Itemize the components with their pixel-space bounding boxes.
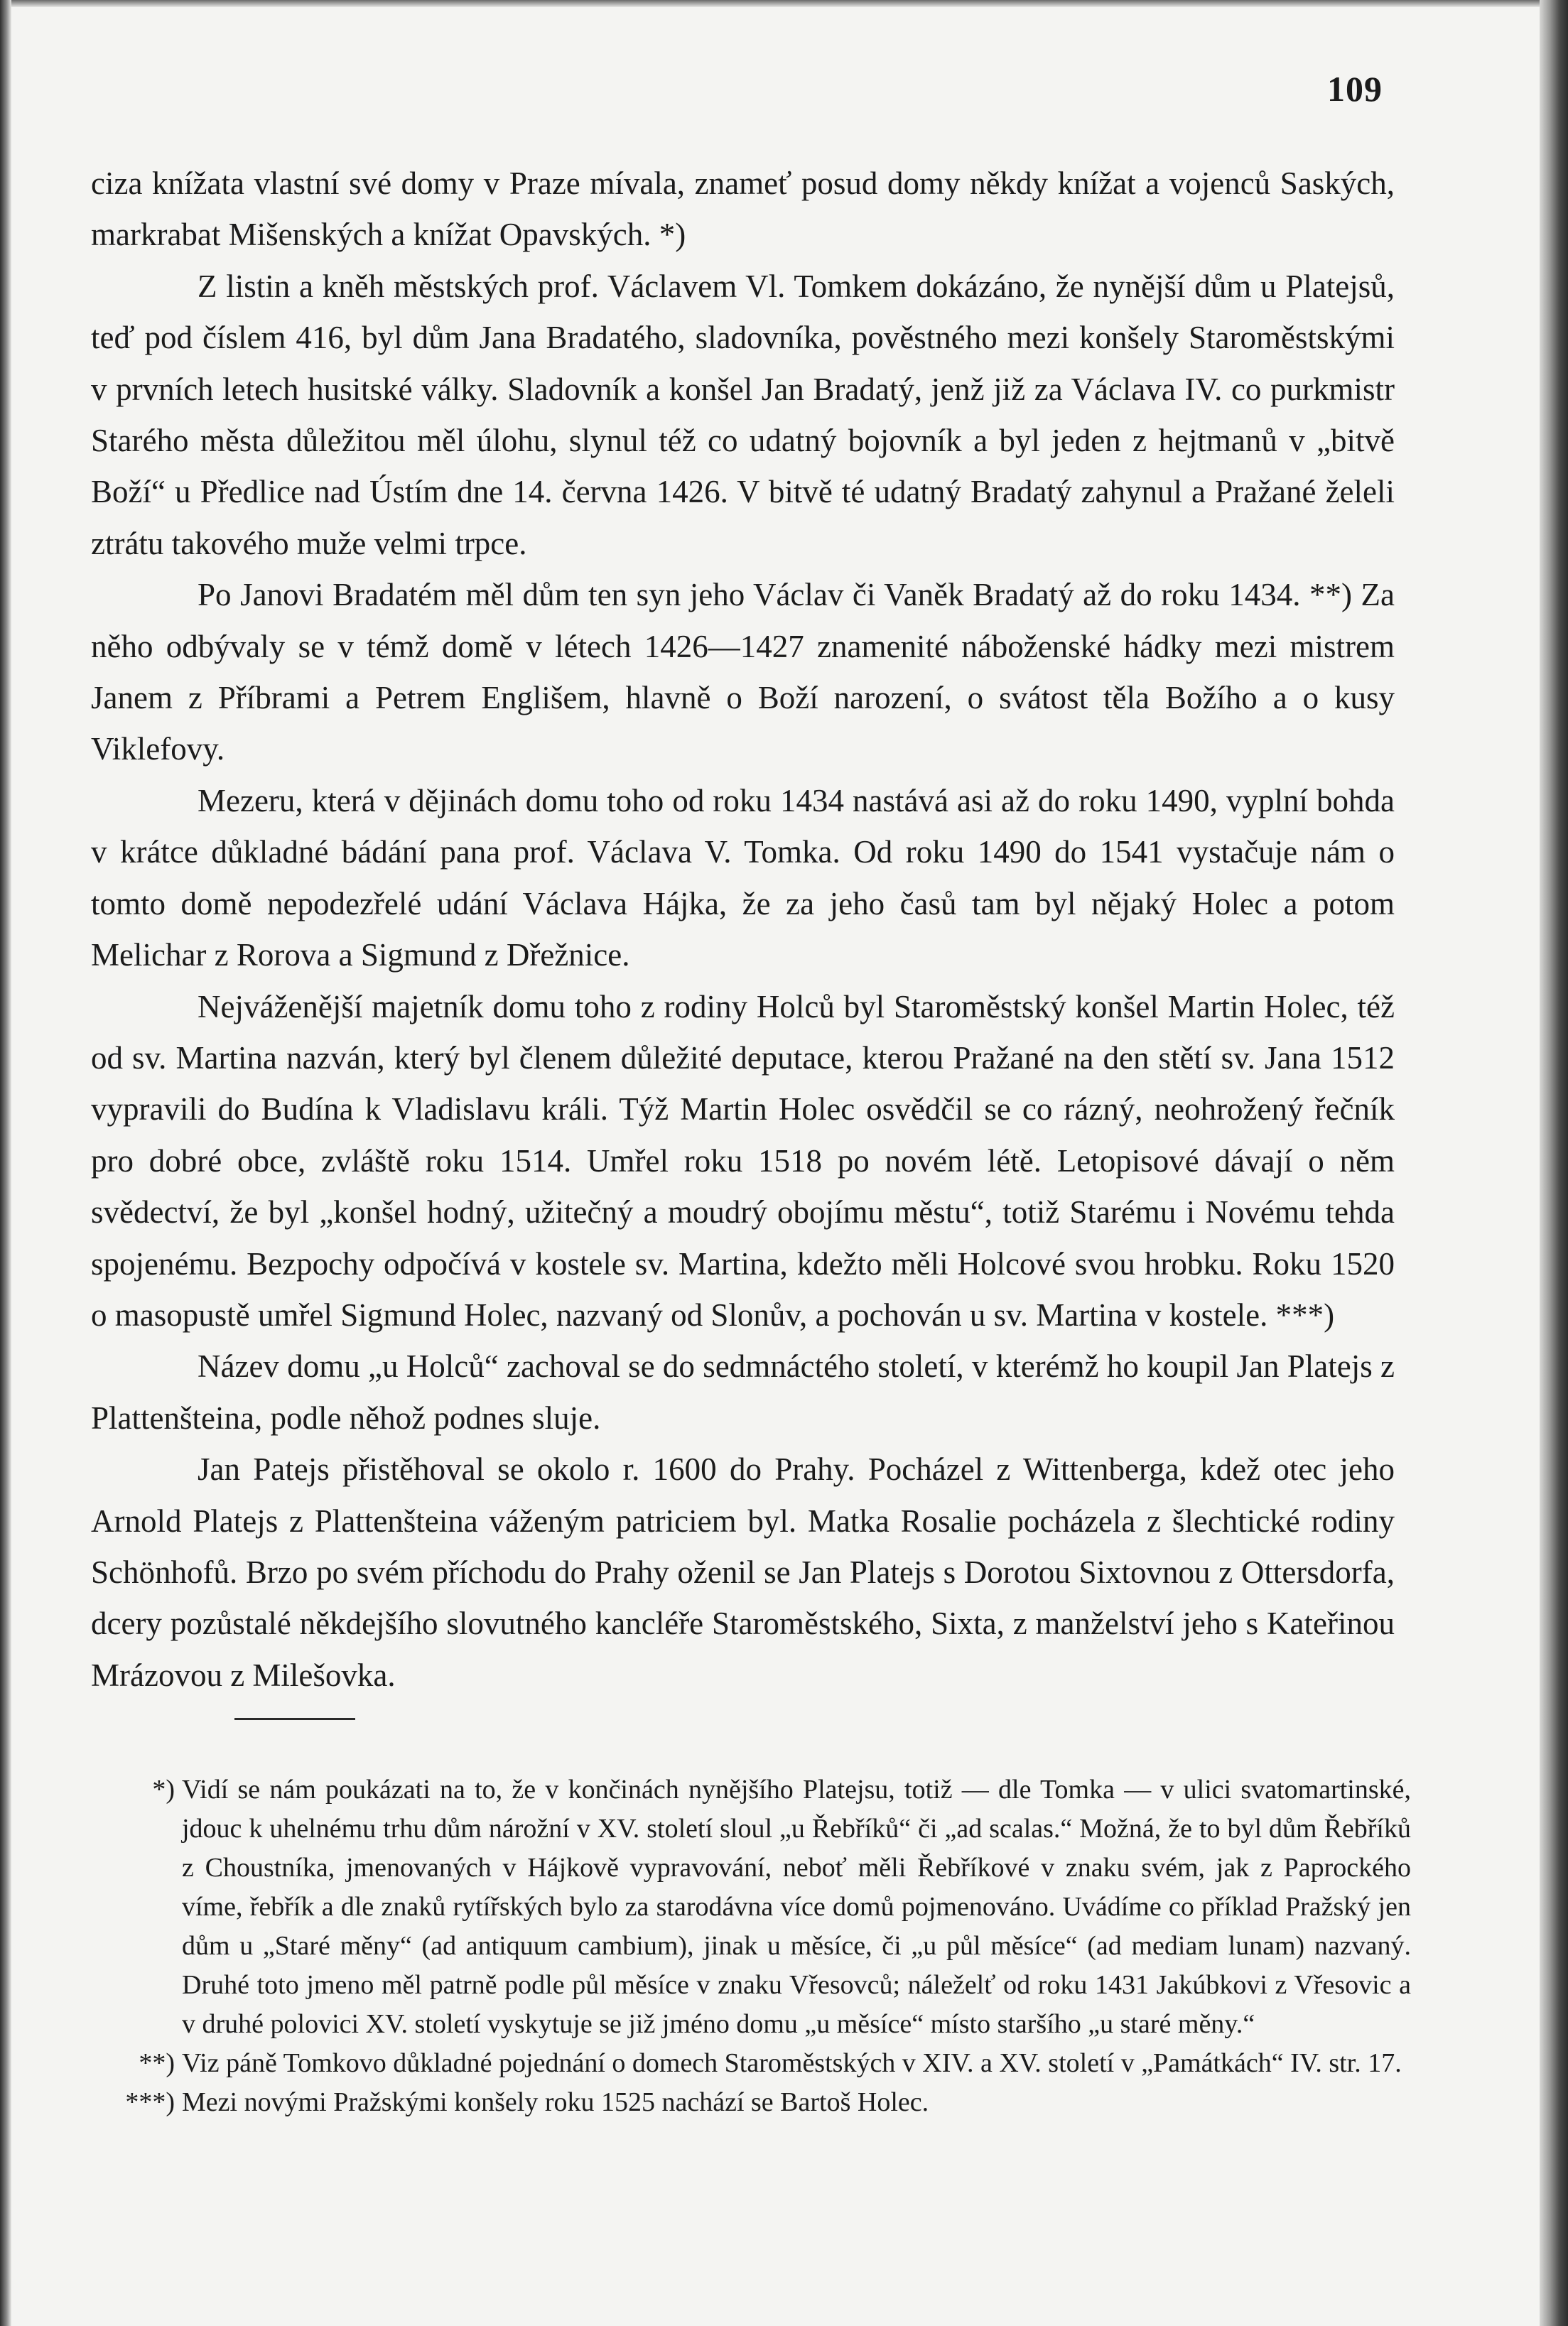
footnote-2 bbox=[132, 2044, 1411, 2083]
footnote-divider bbox=[234, 1718, 355, 1720]
body-text bbox=[91, 158, 1395, 1701]
page-number: 109 bbox=[1327, 69, 1383, 109]
paragraph-7: Jan Patejs přistěhoval se okolo r. 1600 do Prahy. Pocházel z Wittenberga, kdež otec jeho Arnold Platejs z Plattenšteina váženým patriciem byl. Matka Rosalie pocházela z šlechtické rodiny Schönhofů. Brzo po svém příchodu do Prahy oženil se Jan Platejs s Dorotou Sixtovnou z Ottersdorfa, dcery pozůstalé někdejšího slovutného kancléře Staroměstského, Sixta, z manželství jeho s Kateřinou Mrázovou z Milešovka. bbox=[91, 1451, 1395, 1693]
footnote-text: Mezi novými Pražskými konšely roku 1525 nachází se Bartoš Holec. bbox=[182, 2087, 929, 2117]
footnote-mark: **) bbox=[139, 2048, 175, 2078]
footnotes bbox=[125, 1770, 1411, 2122]
footnote-mark: *) bbox=[152, 1775, 175, 1805]
footnote-3 bbox=[125, 2083, 1411, 2122]
scan-edge-left bbox=[0, 0, 11, 2326]
paragraph-3: Po Janovi Bradatém měl dům ten syn jeho Václav či Vaněk Bradatý až do roku 1434. **) Za něho odbývaly se v témž domě v létech 1426—1427 znamenité náboženské hádky mezi mistrem Janem z Příbrami a Petrem Englišem, hlavně o Boží narození, o svátost těla Božího a o kusy Viklefovy. bbox=[91, 577, 1395, 767]
paragraph-6: Název domu „u Holců“ zachoval se do sedmnáctého století, v kterémž ho koupil Jan Platejs z Plattenšteina, podle něhož podnes sluje. bbox=[91, 1348, 1395, 1436]
scan-edge-top bbox=[0, 0, 1568, 7]
paragraph-5: Nejváženější majetník domu toho z rodiny Holců byl Staroměstský konšel Martin Holec, též od sv. Martina nazván, který byl členem důležité deputace, kterou Pražané na den stětí sv. Jana 1512 vypravili do Budína k Vladislavu králi. Týž Martin Holec osvědčil se co rázný, neohrožený řečník pro dobré obce, zvláště roku 1514. Umřel roku 1518 po novém létě. Letopisové dávají o něm svědectví, že byl „konšel hodný, užitečný a moudrý obojímu městu“, totiž Starému i Novému tehda spojenému. Bezpochy odpočívá v kostele sv. Martina, kdežto měli Holcové svou hrobku. Roku 1520 o masopustě umřel Sigmund Holec, nazvaný od Slonův, a pochován u sv. Martina v kostele. ***) bbox=[91, 988, 1395, 1333]
footnote-text: Vidí se nám poukázati na to, že v končinách nynějšího Platejsu, totiž — dle Tomka — v ulici svatomartinské, jdouc k uhelnému trhu dům nárožní v XV. století sloul „u Řebříků“ či „ad scalas.“ Možná, že to byl dům Řebříků z Choustníka, jmenovaných v Hájkově vypravování, neboť měli Řebříkové v znaku svém, jak z Paprockého víme, řebřík a dle znaků rytířských bylo za starodávna více domů pojmenováno. Uvádíme co příklad Pražský jen dům u „Staré měny“ (ad antiquum cambium), jinak u měsíce, či „u půl měsíce“ (ad mediam lunam) nazvaný. Druhé toto jmeno měl patrně podle půl měsíce v znaku Vřesovců; náleželť od roku 1431 Jakúbkovi z Vřesovic a v druhé polovici XV. století vyskytuje se již jméno domu „u měsíce“ místo staršího „u staré měny.“ bbox=[182, 1775, 1411, 2039]
scan-edge-right bbox=[1540, 0, 1568, 2326]
footnote-1 bbox=[132, 1770, 1411, 2044]
footnote-mark: ***) bbox=[125, 2087, 175, 2117]
paragraph-2: Z listin a kněh městských prof. Václavem Vl. Tomkem dokázáno, že nynější dům u Platejsů, teď pod číslem 416, byl dům Jana Bradatého, sladovníka, pověstného mezi konšely Staroměstskými v prvních letech husitské války. Sladovník a konšel Jan Bradatý, jenž již za Václava IV. co purkmistr Starého města důležitou měl úlohu, slynul též co udatný bojovník a byl jeden z hejtmanů v „bitvě Boží“ u Předlice nad Ústím dne 14. června 1426. V bitvě té udatný Bradatý zahynul a Pražané želeli ztrátu takového muže velmi trpce. bbox=[91, 268, 1395, 561]
paragraph-4: Mezeru, která v dějinách domu toho od roku 1434 nastává asi až do roku 1490, vyplní bohda v krátce důkladné bádání pana prof. Václava V. Tomka. Od roku 1490 do 1541 vystačuje nám o tomto domě nepodezřelé udání Václava Hájka, že za jeho časů tam byl nějaký Holec a potom Melichar z Rorova a Sigmund z Dřežnice. bbox=[91, 782, 1395, 973]
footnote-text: Viz páně Tomkovo důkladné pojednání o domech Staroměstských v XIV. a XV. století v „Památkách“ IV. str. 17. bbox=[182, 2048, 1402, 2078]
paragraph-1: ciza knížata vlastní své domy v Praze mívala, znameť posud domy někdy knížat a vojenců Saských, markrabat Mišenských a knížat Opavských. *) bbox=[91, 166, 1395, 253]
